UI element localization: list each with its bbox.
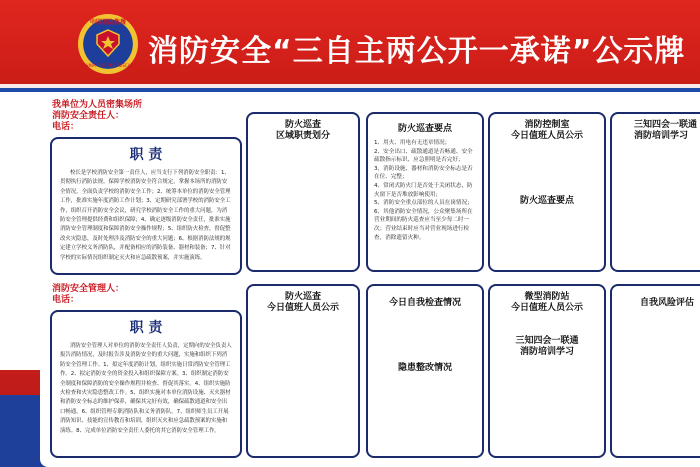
panel-patrol-duty — [246, 284, 360, 458]
panel-title: 微型消防站 今日值班人员公示 — [510, 292, 583, 313]
panel-patrol-zones — [246, 112, 360, 272]
panel-mid-text: 三知四会一联通 消防培训学习 — [515, 336, 579, 357]
emblem-top-text: 中国消防救援 — [89, 19, 126, 26]
duty-title: 职 责 — [129, 147, 163, 163]
header-banner — [0, 0, 700, 92]
venue-type-label: 我单位为人员密集场所 — [52, 100, 143, 110]
duty-text: 消防安全管理人对单位的消防安全责任人负责，定期向的安全负责人报告消防情况，及时报告涉及消防安全的重大问题，实施和组织下列消防安全管理工作。1、拟定年度消防计划，组织实施日常消防安全管理工作。2、拟定消防安全的资金投入和组织保障方案。3、组织制定消防安全制度和保障消防的安全操作规程并检查、督促其落实。4、组织实施防火检查和火灾隐患整改工作。5、组织实施对本单位消防设施、灭火器材和消防安全标志的维护保养，确保其完好有效，确保疏散通道和安全出口畅通。6、组织管理专职消防队和义务消防队。7、组织师生员工开展消防知识、技能的宣传教育和培训，组织灭火和应急疏散预案的实施和演练。8、完成单位消防安全责任人委托的其它消防安全管理工作。 — [60, 343, 232, 434]
panel-patrol-points — [366, 112, 484, 272]
panel-title: 消防控制室 今日值班人员公示 — [510, 120, 583, 141]
responsible-phone-label: 电话： — [52, 122, 80, 132]
header-blue-stripe — [0, 88, 700, 92]
panel-title: 防火巡查 今日值班人员公示 — [266, 292, 339, 313]
panel-mid-text: 隐患整改情况 — [397, 363, 452, 373]
responsible-person-label: 消防安全责任人： — [52, 111, 125, 121]
panel-title: 防火巡查要点 — [397, 124, 452, 134]
responsible-duty-box — [50, 137, 242, 275]
responsible-person-section — [52, 100, 244, 133]
panel-title: 自我风险评估 — [640, 298, 695, 308]
panel-title: 今日自我检查情况 — [388, 298, 461, 308]
panel-training — [610, 112, 700, 272]
manager-section — [52, 284, 244, 306]
panel-body: 1、用火、用电有无违章情况； 2、安全出口、疏散通道是否畅通、安全疏散指示标识、应急照明是否完好； 3、消防设施、器材和消防安全标志是否在位、完整； 4、常闭式防火门是否处于关闭状态，防火窗下是否堆放影响使用； 5、消防安全重点部位的人员在岗情况； 6、其他消防安全情况，公众聚集场所在营业期间的防火巡查应当至少每二时一次；营业结束时应当对营业现场进行检查，消除遗留火种。 — [374, 140, 473, 241]
emblem-bottom-text: CHINA FIRE AND RESCUE — [82, 63, 134, 68]
panel-title: 三知四会一联通 消防培训学习 — [634, 120, 698, 141]
panel-micro-station — [488, 284, 606, 458]
emblem-shield-icon — [93, 28, 123, 58]
panel-mid-text: 防火巡查要点 — [519, 196, 574, 206]
manager-phone-label: 电话： — [52, 295, 80, 305]
panel-title: 防火巡查 区域职责划分 — [275, 120, 330, 141]
fire-rescue-emblem-icon — [78, 14, 138, 74]
page-title: 消防安全“三自主两公开一承诺”公示牌 — [148, 34, 686, 69]
duty-title: 职 责 — [129, 320, 163, 336]
panel-self-check — [366, 284, 484, 458]
panel-risk-assessment — [610, 284, 700, 458]
duty-text: 校长是学校消防安全第一责任人，应当支行下列消防安全职责：1、贯彻执行消防法规，保障学校消防安全符合规定，掌握本场所的消防安全情况，全面负责学校的消防安全工作；2、统筹本单位的消防安全管理工作，批准实施年度消防工作计划；3、定期研究部署学校的消防安全工作，组织召开消防安全会议，研究学校消防安全工作的重大问题，为消防安全管理提供经费和组织保障；4、确定逐级消防安全责任，批准实施消防安全管理制度和保障消防安全操作规程；5、组织防火检查，督促整改火灾隐患，及时处理涉及消防安全的重大问题；6、根据消防法规的规定建立学校义务消防队，并配备相应的消防装备、器材和装备；7、针对学校的实际情况组织制定灭火和应急疏散预案，并实施演练。 — [60, 170, 231, 261]
manager-label: 消防安全管理人： — [52, 284, 125, 294]
panel-control-room — [488, 112, 606, 272]
manager-duty-box — [50, 310, 242, 458]
